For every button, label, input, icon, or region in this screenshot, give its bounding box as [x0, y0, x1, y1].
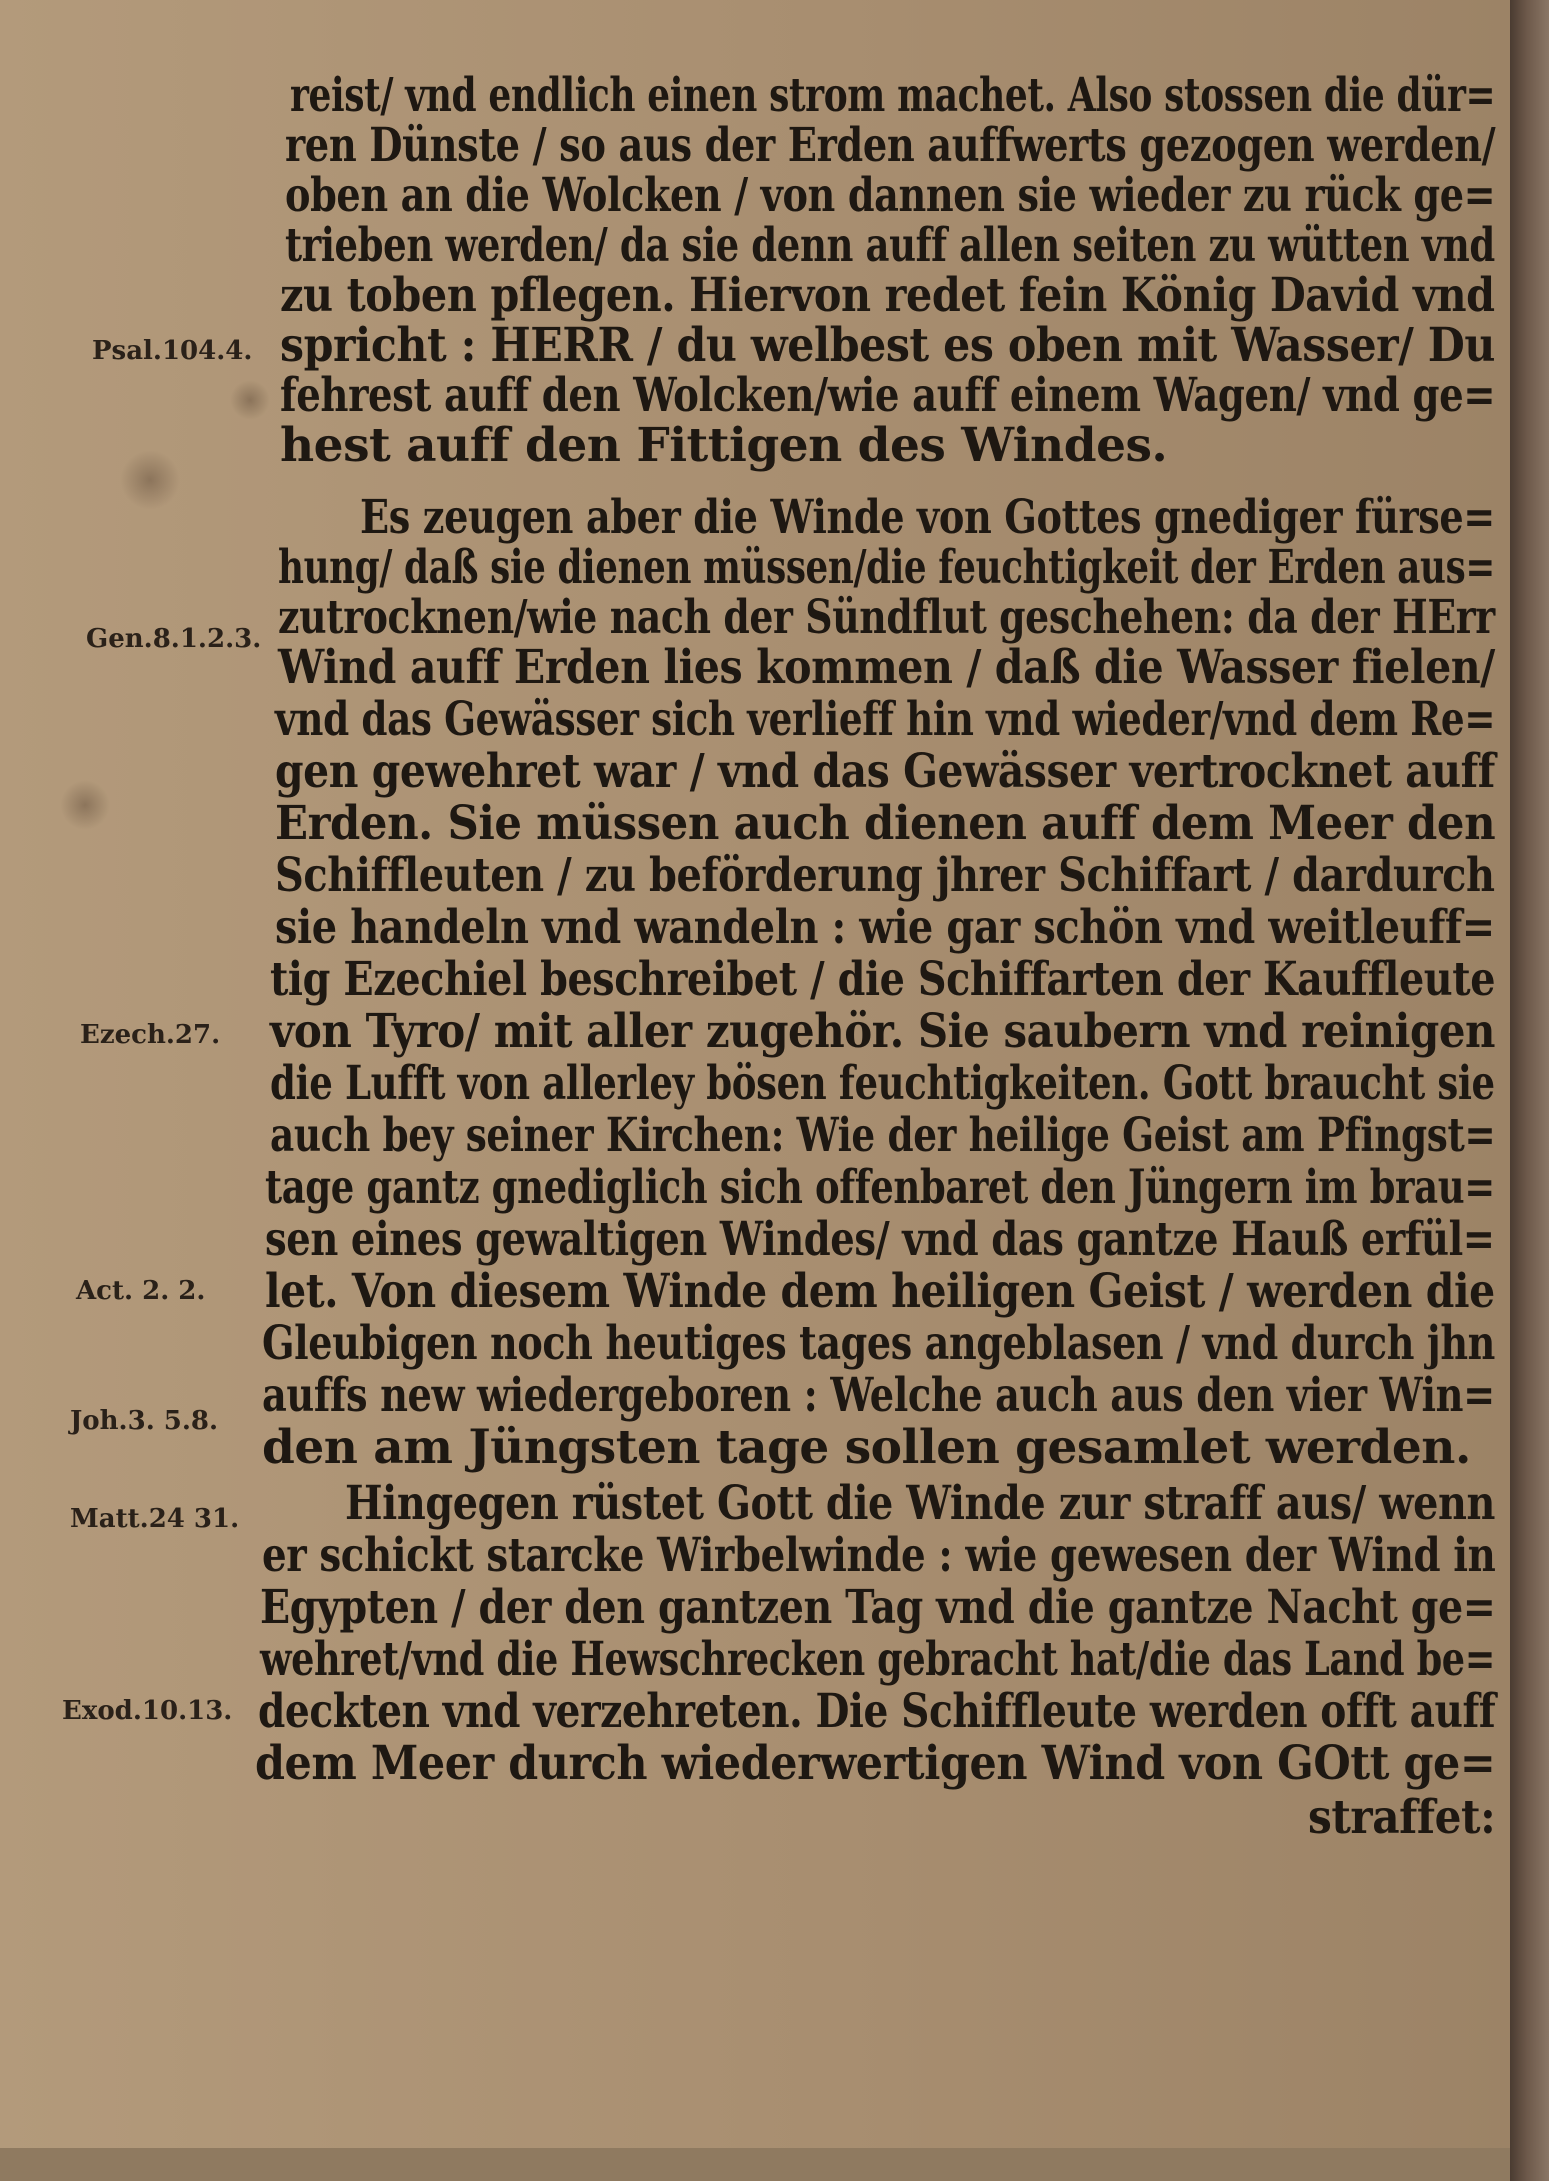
text-line: den am Jüngsten tage sollen gesamlet werden. — [262, 1420, 1471, 1475]
text-line: zu toben pflegen. Hiervon redet fein König David vnd — [280, 268, 1495, 323]
margin-note: Ezech.27. — [80, 1020, 221, 1050]
text-line: hung/ daß sie dienen müssen/die feuchtigkeit der Erden aus= — [278, 540, 1495, 595]
text-line: er schickt starcke Wirbelwinde : wie gewesen der Wind in — [262, 1528, 1496, 1583]
text-line: von Tyro/ mit aller zugehör. Sie saubern vnd reinigen — [270, 1004, 1496, 1059]
text-line: Egypten / der den gantzen Tag vnd die gantze Nacht ge= — [260, 1580, 1496, 1635]
text-line: Wind auff Erden lies kommen / daß die Wasser fielen/ — [278, 640, 1495, 695]
text-line: fehrest auff den Wolcken/wie auff einem Wagen/ vnd ge= — [280, 368, 1496, 423]
text-line: deckten vnd verzehreten. Die Schiffleute werden offt auff — [258, 1684, 1496, 1739]
text-line: auch bey seiner Kirchen: Wie der heilige Geist am Pfingst= — [270, 1108, 1496, 1163]
page-bottom-edge — [0, 2148, 1510, 2181]
text-line: tage gantz gnediglich sich offenbaret den Jüngern im brau= — [265, 1160, 1495, 1215]
text-line: wehret/vnd die Hewschrecken gebracht hat/die das Land be= — [260, 1632, 1495, 1687]
text-line: reist/ vnd endlich einen strom machet. Also stossen die dür= — [290, 68, 1496, 123]
text-line: Schiffleuten / zu beförderung jhrer Schiffart / dardurch — [275, 848, 1495, 903]
text-line: let. Von diesem Winde dem heiligen Geist / werden die — [265, 1264, 1495, 1319]
paper-stain — [230, 380, 270, 420]
text-line: sen eines gewaltigen Windes/ vnd das gantze Hauß erfül= — [265, 1212, 1495, 1267]
text-line: trieben werden/ da sie denn auff allen seiten zu wütten vnd — [285, 218, 1495, 273]
text-line: tig Ezechiel beschreibet / die Schiffarten der Kauffleute — [270, 952, 1496, 1007]
text-line: hest auff den Fittigen des Windes. — [280, 418, 1168, 473]
margin-note: Matt.24 31. — [70, 1504, 240, 1534]
text-line: die Lufft von allerley bösen feuchtigkeiten. Gott braucht sie — [270, 1056, 1495, 1111]
book-spine-edge — [1510, 0, 1549, 2181]
text-line: zutrocknen/wie nach der Sündflut geschehen: da der HErr — [278, 590, 1495, 645]
paper-stain — [60, 780, 110, 830]
text-line: Erden. Sie müssen auch dienen auff dem Meer den — [275, 796, 1496, 851]
margin-note: Gen.8.1.2.3. — [86, 624, 262, 654]
text-line: sie handeln vnd wandeln : wie gar schön vnd weitleuff= — [275, 900, 1495, 955]
text-line: ren Dünste / so aus der Erden auffwerts gezogen werden/ — [285, 118, 1496, 173]
text-line: vnd das Gewässer sich verlieff hin vnd wieder/vnd dem Re= — [275, 692, 1496, 747]
text-line: dem Meer durch wiederwertigen Wind von GOtt ge= — [255, 1736, 1496, 1791]
margin-note: Exod.10.13. — [62, 1696, 233, 1726]
margin-note: Act. 2. 2. — [76, 1276, 206, 1306]
text-line: gen gewehret war / vnd das Gewässer vertrocknet auff — [275, 744, 1495, 799]
text-line: Es zeugen aber die Winde von Gottes gnediger fürse= — [360, 490, 1495, 545]
text-line: auffs new wiedergeboren : Welche auch aus den vier Win= — [262, 1368, 1495, 1423]
text-line: spricht : HERR / du welbest es oben mit Wasser/ Du — [280, 318, 1495, 373]
catchword: straffet: — [1308, 1790, 1496, 1845]
text-line: Hingegen rüstet Gott die Winde zur straff aus/ wenn — [345, 1476, 1495, 1531]
margin-note: Joh.3. 5.8. — [70, 1406, 219, 1436]
margin-note: Psal.104.4. — [92, 336, 253, 366]
text-line: Gleubigen noch heutiges tages angeblasen / vnd durch jhn — [262, 1316, 1495, 1371]
paper-stain — [120, 450, 180, 510]
text-line: oben an die Wolcken / von dannen sie wieder zu rück ge= — [285, 168, 1496, 223]
